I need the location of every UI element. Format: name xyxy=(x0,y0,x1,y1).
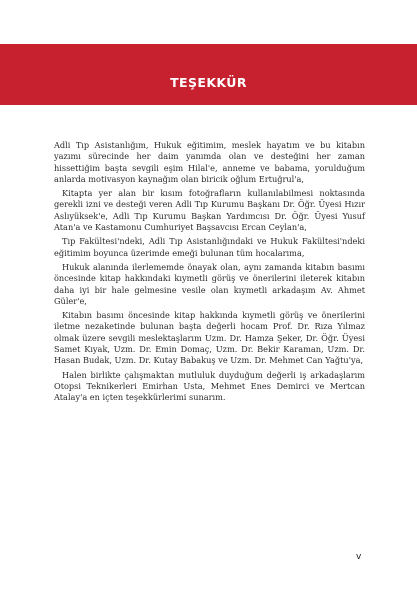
paragraph: Halen birlikte çalışmaktan mutluluk duyduğum değerli iş arkadaşlarım Otopsi Teknikerleri Emirhan Usta, Mehmet Enes Demirci ve Mertcan Atalay'a en içten teşekkürlerimi sunarım. xyxy=(54,369,365,403)
paragraph: Kitabın basımı öncesinde kitap hakkında kıymetli görüş ve önerilerini iletme nezaketinde bulunan başta değerli hocam Prof. Dr. Rıza Yılmaz olmak üzere sevgili meslektaşlarım Uzm. Dr. Hamza Şeker, Dr. Öğr. Üyesi Samet Kıyak, Uzm. Dr. Emin Domaç, Uzm. Dr. Bekir Karaman, Uzm. Dr. Hasan Budak, Uzm. Dr. Kutay Babakuş ve Uzm. Dr. Mehmet Can Yağtu'ya, xyxy=(54,310,365,366)
paragraph: Adli Tıp Asistanlığım, Hukuk eğitimim, meslek hayatım ve bu kitabın yazımı sürecinde her daim yanımda olan ve desteğini her zaman hissettiğim başta sevgili eşim Hilal'e, anneme ve babama, yorulduğum anlarda motivasyon kaynağım olan biricik oğlum Ertuğrul'a, xyxy=(54,140,365,184)
paragraph: Hukuk alanında ilerlememde önayak olan, aynı zamanda kitabın basımı öncesinde kitap hakkındaki kıymetli görüş ve önerilerini ileterek kitabın daha iyi bir hale gelmesine vesile olan kıymetli arkadaşım Av. Ahmet Güler'e, xyxy=(54,261,365,306)
paragraph: Kitapta yer alan bir kısım fotoğrafların kullanılabilmesi noktasında gerekli izni ve desteği veren Adli Tıp Kurumu Başkanı Dr. Öğr. Üyesi Hızır Aslıyüksek'e, Adli Tıp Kurumu Başkan Yardımcısı Dr. Öğr. Üyesi Yusuf Atan'a ve Kastamonu Cumhuriyet Başsavcısı Ercan Ceylan'a, xyxy=(54,188,365,233)
paragraph: Tıp Fakültesi'ndeki, Adli Tıp Asistanlığındaki ve Hukuk Fakültesi'ndeki eğitimim boyunca üzerimde emeği bulunan tüm hocalarıma, xyxy=(54,236,365,258)
page-title: TEŞEKKÜR xyxy=(170,75,247,90)
page-number: v xyxy=(356,552,362,562)
body-text xyxy=(54,140,365,407)
